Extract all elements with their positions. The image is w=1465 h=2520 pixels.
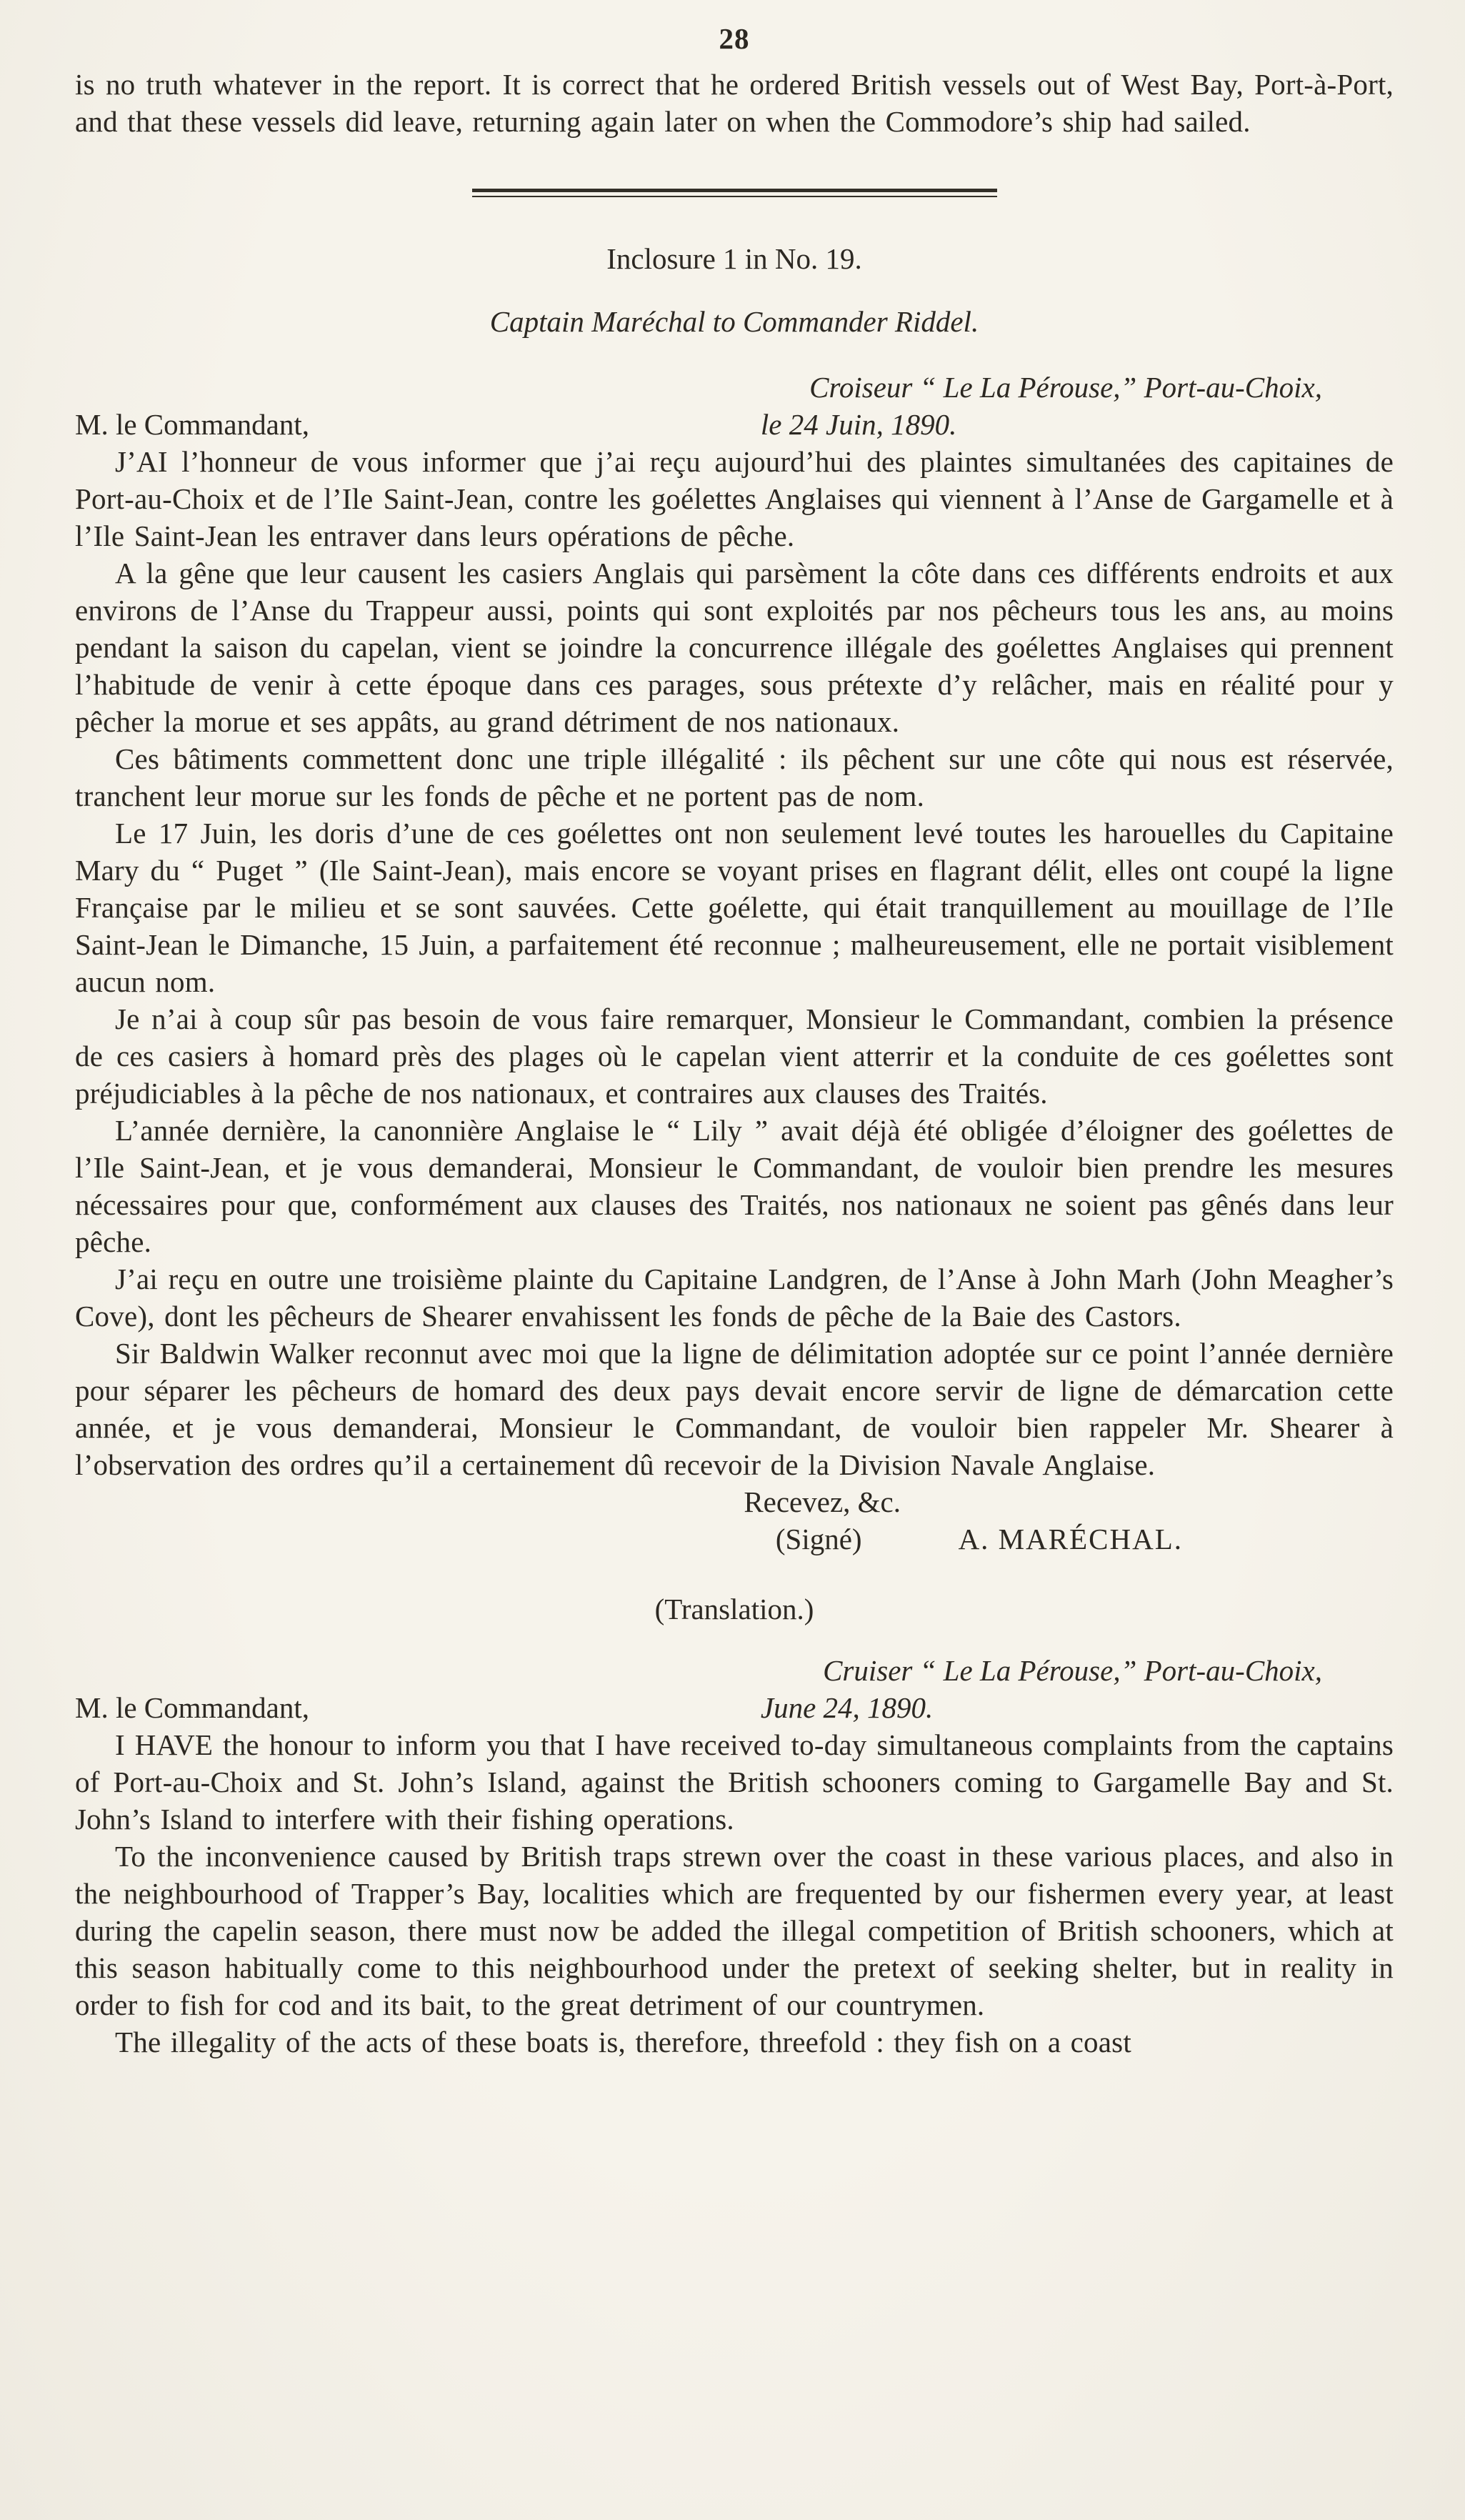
inclosure-subheading: Captain Maréchal to Commander Riddel. [489,305,979,338]
translation-paragraph: The illegality of the acts of these boats is, therefore, threefold : they fish on a coast [115,2026,1131,2058]
translation-salutation-row [75,1689,1394,1726]
translation-dateline-place: Cruiser “ Le La Pérouse,” Port-au-Choix, [823,1654,1322,1687]
translation-heading: (Translation.) [654,1593,814,1625]
inclosure-paragraph: J’AI l’honneur de vous informer que j’ai reçu aujourd’hui des plaintes simultanées des capitaines de Port-au-Choix et de l’Ile Saint-Jean, contre les goélettes Anglaises qui viennent à l’Anse de Gargamelle et à l’Ile Saint-Jean les entraver dans leurs opérations de pêche. [75,445,1394,552]
page-number: 28 [719,22,750,55]
section-divider-rule [472,189,997,197]
continuation-paragraph: is no truth whatever in the report. It is correct that he ordered British vessels out of West Bay, Port-à-Port, and that these vessels did leave, returning again later on when the Commodore’s ship had sailed. [75,68,1394,138]
inclosure-dateline-date: le 24 Juin, 1890. [760,408,957,441]
translation-salutation: M. le Commandant, [75,1691,309,1724]
inclosure-paragraph: Ces bâtiments commettent donc une triple illégalité : ils pêchent sur une côte qui nous est réservée, tranchent leur morue sur les fonds de pêche et ne portent pas de nom. [75,742,1394,812]
translation-paragraph: To the inconvenience caused by British traps strewn over the coast in these various places, and also in the neighbourhood of Trapper’s Bay, localities which are frequented by our fishermen every year, at least during the capelin season, there must now be added the illegal competition of British schooners, which at this season habitually come to this neighbourhood under the pretext of seeking shelter, but in reality in order to fish for cod and its bait, to the great detriment of our countrymen. [75,1840,1394,2021]
inclosure-salutation-row [75,406,1394,443]
inclosure-paragraph: L’année dernière, la canonnière Anglaise le “ Lily ” avait déjà été obligée d’éloigner des goélettes de l’Ile Saint-Jean, et je vous demanderai, Monsieur le Commandant, de vouloir bien prendre les mesures nécessaires pour que, conformément aux clauses des Traités, nos nationaux ne soient pas gênés dans leur pêche. [75,1114,1394,1258]
translation-paragraph: I HAVE the honour to inform you that I have received to-day simultaneous complaints from the captains of Port-au-Choix and St. John’s Island, against the British schooners coming to Gargamelle Bay and St. John’s Island to interfere with their fishing operations. [75,1728,1394,1836]
inclosure-heading: Inclosure 1 in No. 19. [606,242,862,275]
inclosure-paragraph: J’ai reçu en outre une troisième plainte du Capitaine Landgren, de l’Anse à John Marh (John Meagher’s Cove), dont les pêcheurs de Shearer envahissent les fonds de pêche de la Baie des Castors. [75,1263,1394,1333]
closing-line: Recevez, &c. [744,1485,901,1518]
signature-row [75,1520,1394,1558]
inclosure-paragraph: Sir Baldwin Walker reconnut avec moi que la ligne de délimitation adoptée sur ce point l’année dernière pour séparer les pêcheurs de homard des deux pays devait encore servir de ligne de démarcation cette année, et je vous demanderai, Monsieur le Commandant, de vouloir bien rappeler Mr. Shearer à l’observation des ordres qu’il a certainement dû recevoir de la Division Navale Anglaise. [75,1337,1394,1481]
translation-dateline-date: June 24, 1890. [760,1691,934,1724]
inclosure-paragraph: Je n’ai à coup sûr pas besoin de vous faire remarquer, Monsieur le Commandant, combien la présence de ces casiers à homard près des plages où le capelan vient atterrir et la conduite de ces goélettes sont préjudiciables à la pêche de nos nationaux, et contraires aux clauses des Traités. [75,1002,1394,1110]
inclosure-paragraph: A la gêne que leur causent les casiers Anglais qui parsèment la côte dans ces différents endroits et aux environs de l’Anse du Trappeur aussi, points qui sont exploités par nos pêcheurs tous les ans, au moins pendant la saison du capelan, vient se joindre la concurrence illégale des goélettes Anglaises qui prennent l’habitude de venir à cette époque dans ces parages, sous prétexte d’y relâcher, mais en réalité pour y pêcher la morue et ses appâts, au grand détriment de nos nationaux. [75,557,1394,738]
signed-name: A. MARÉCHAL. [958,1523,1183,1555]
inclosure-salutation: M. le Commandant, [75,408,309,441]
inclosure-dateline-place: Croiseur “ Le La Pérouse,” Port-au-Choix, [809,371,1322,404]
signed-label: (Signé) [775,1523,862,1555]
inclosure-paragraph: Le 17 Juin, les doris d’une de ces goélettes ont non seulement levé toutes les harouelles du Capitaine Mary du “ Puget ” (Ile Saint-Jean), mais encore se voyant prises en flagrant délit, elles ont coupé la ligne Française par le milieu et se sont sauvées. Cette goélette, qui était tranquillement au mouillage de l’Ile Saint-Jean le Dimanche, 15 Juin, a parfaitement été reconnue ; malheureusement, elle ne portait visiblement aucun nom. [75,817,1394,998]
